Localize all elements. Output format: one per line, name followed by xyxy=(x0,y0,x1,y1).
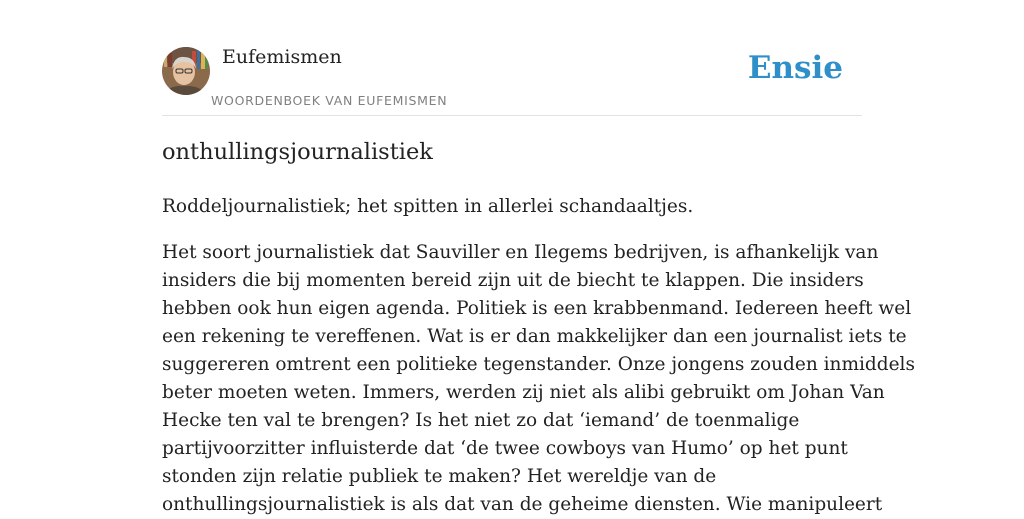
ensie-logo-link[interactable]: Ensie xyxy=(747,50,843,86)
avatar-photo xyxy=(162,47,210,95)
entry-title: onthullingsjournalistiek xyxy=(162,139,433,165)
example-line: insiders die bij momenten bereid zijn uit de biecht te klappen. Die insiders xyxy=(162,270,864,291)
dictionary-subtitle[interactable]: WOORDENBOEK VAN EUFEMISMEN xyxy=(211,93,448,108)
example-line: Hecke ten val te brengen? Is het niet zo dat ‘iemand’ de toenmalige xyxy=(162,410,800,431)
entry-definition: Roddeljournalistiek; het spitten in allerlei schandaaltjes. xyxy=(162,196,694,217)
example-line: beter moeten weten. Immers, werden zij niet als alibi gebruikt om Johan Van xyxy=(162,382,885,403)
author-name[interactable]: Eufemismen xyxy=(222,46,342,68)
entry-example-text xyxy=(162,239,915,519)
header xyxy=(162,0,862,116)
page xyxy=(162,0,915,515)
example-line: hebben ook hun eigen agenda. Politiek is een krabbenmand. Iedereen heeft wel xyxy=(162,298,912,319)
example-line: onthullingsjournalistiek is als dat van de geheime diensten. Wie manipuleert xyxy=(162,494,883,515)
example-line: Het soort journalistiek dat Sauviller en Ilegems bedrijven, is afhankelijk van xyxy=(162,242,879,263)
example-line: suggereren omtrent een politieke tegenstander. Onze jongens zouden inmiddels xyxy=(162,354,915,375)
example-line: partijvoorzitter influisterde dat ‘de twee cowboys van Humo’ op het punt xyxy=(162,438,848,459)
example-line: stonden zijn relatie publiek te maken? Het wereldje van de xyxy=(162,466,717,487)
example-line: een rekening te vereffenen. Wat is er dan makkelijker dan een journalist iets te xyxy=(162,326,907,347)
author-avatar[interactable] xyxy=(162,47,210,95)
